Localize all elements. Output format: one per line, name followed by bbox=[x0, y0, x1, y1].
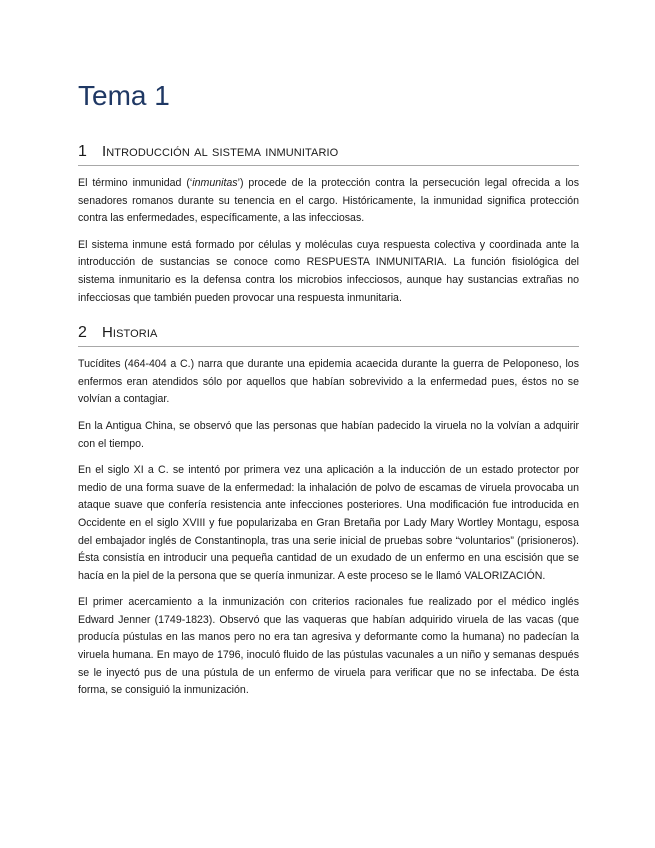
document-title: Tema 1 bbox=[78, 80, 170, 111]
section-heading bbox=[78, 323, 579, 347]
paragraph: Tucídites (464-404 a C.) narra que durante una epidemia acaecida durante la guerra de Peloponeso, los enfermos eran atendidos sólo por aquellos que habían sobrevivido a la enfermedad pues, éstos no se volvían a contagiar. bbox=[78, 358, 579, 406]
section-historia bbox=[78, 323, 579, 700]
section-introduccion bbox=[78, 142, 579, 307]
section-title: Introducción al sistema inmunitario bbox=[102, 143, 339, 160]
paragraph: El primer acercamiento a la inmunización con criterios racionales fue realizado por el médico inglés Edward Jenner (1749-1823). Observó que las vaqueras que habían adquirido viruela de las vacas (que producía pústulas en las manos pero no era tan agresiva y deformante como la humana) no padecían la viruela humana. En mayo de 1796, inoculó fluido de las pústulas vacunales a un niño y semanas después se le inyectó pus de una pústula de un enfermo de viruela para verificar que no se infectaba. De ésta forma, se consiguió la inmunización. bbox=[78, 596, 579, 697]
paragraph bbox=[78, 175, 579, 228]
section-heading bbox=[78, 142, 579, 166]
paragraph: El sistema inmune está formado por células y moléculas cuya respuesta colectiva y coordinada ante la introducción de sustancias se conoce como RESPUESTA INMUNITARIA. La función fisiológica del sistema inmunitario es la defensa contra los microbios infecciosos, aunque hay sustancias extrañas no infecciosas que también pueden provocar una respuesta inmunitaria. bbox=[78, 238, 579, 304]
section-title: Historia bbox=[102, 324, 158, 342]
document-page bbox=[78, 78, 579, 716]
section-number: 2 bbox=[78, 324, 87, 342]
paragraph: En el siglo XI a C. se intentó por primera vez una aplicación a la inducción de un estado protector por medio de una forma suave de la enfermedad: la inhalación de polvo de escamas de viruela provocaba un ataque suave que confería resistencia ante infecciones posteriores. Una modificación fue introducida en Occidente en el siglo XVIII y fue popularizaba en Gran Bretaña por Lady Mary Wortley Montagu, esposa del embajador inglés de Constantinopla, tras una serie inicial de pruebas sobre “voluntarios” (prisioneros). Ésta consistía en introducir una pequeña cantidad de un exudado de un enfermo en una escisión que se hacía en la piel de la persona que se quería inmunizar. A este proceso se le llamó VALORIZACIÓN. bbox=[78, 464, 579, 582]
paragraph: En la Antigua China, se observó que las personas que habían padecido la viruela no la volvían a adquirir con el tiempo. bbox=[78, 419, 579, 450]
emphasized-term: inmunitas bbox=[192, 177, 238, 189]
paragraph-text: El término inmunidad (‘ bbox=[78, 177, 193, 189]
section-number: 1 bbox=[78, 143, 87, 160]
paragraph-text: ’) procede de la protección contra la persecución legal ofrecida a los senadores romanos durante su tenencia en el cargo. Históricamente, la inmunidad significa protección contra las enfermedades, específicamente, a las infecciosas. bbox=[78, 177, 580, 225]
